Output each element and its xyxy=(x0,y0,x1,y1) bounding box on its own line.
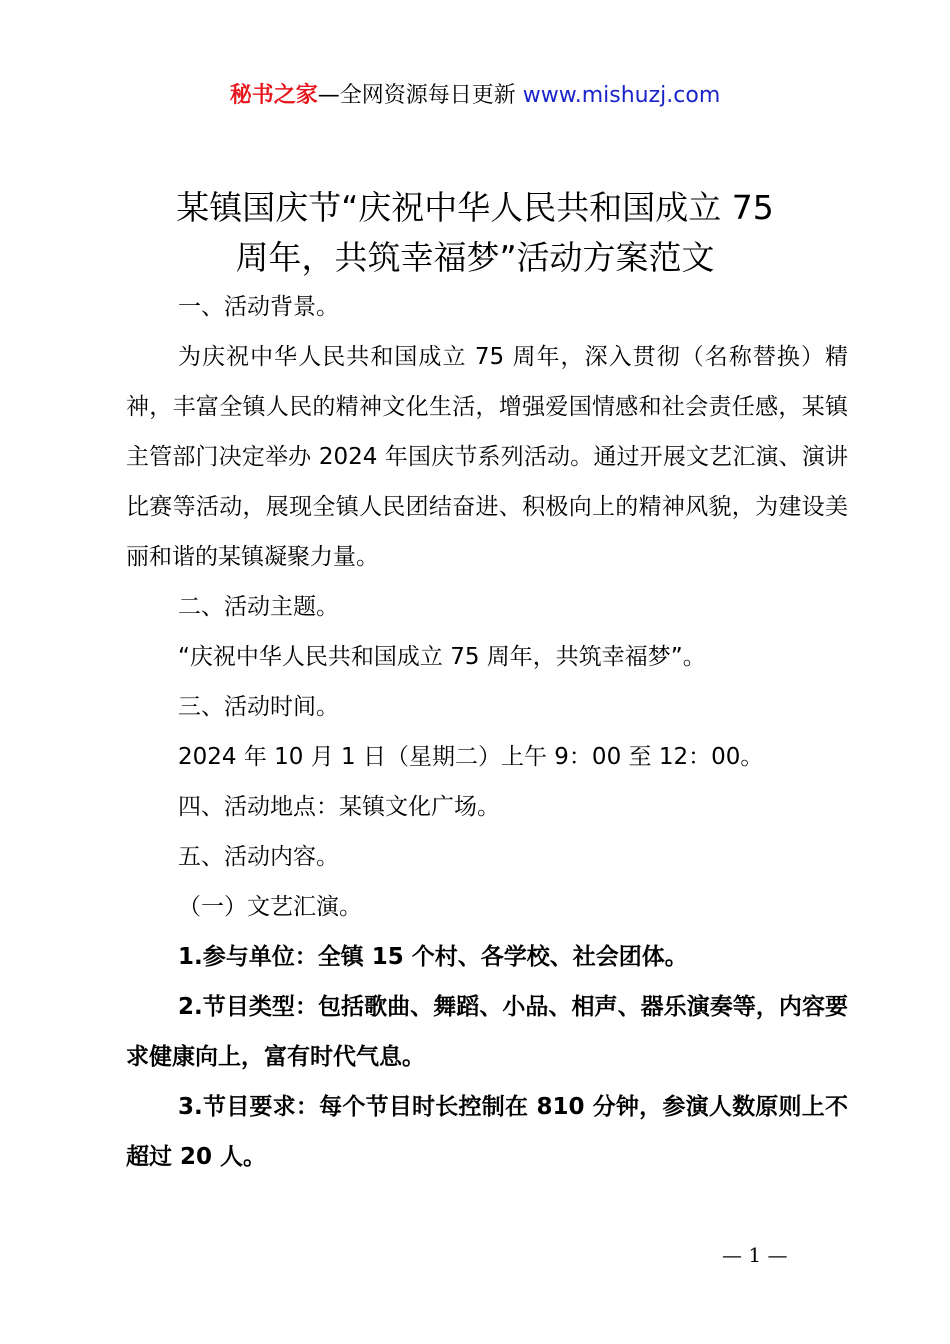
section-5-heading: 五、活动内容。 xyxy=(178,844,339,870)
section-2-text: “庆祝中华人民共和国成立 75 周年，共筑幸福梦”。 xyxy=(178,644,706,670)
site-url[interactable]: www.mishuzj.com xyxy=(522,83,721,108)
title-line-1: 某镇国庆节“庆祝中华人民共和国成立 75 xyxy=(176,188,774,227)
section-4-heading: 四、活动地点：某镇文化广场。 xyxy=(178,794,500,820)
section-5-subheading: （一）文艺汇演。 xyxy=(178,894,362,920)
list-item-1: 1.参与单位：全镇 15 个村、各学校、社会团体。 xyxy=(178,944,688,970)
header-tagline: —全网资源每日更新 xyxy=(317,83,523,108)
site-header xyxy=(0,80,950,112)
section-2-heading: 二、活动主题。 xyxy=(178,594,339,620)
section-3-text: 2024 年 10 月 1 日（星期二）上午 9：00 至 12：00。 xyxy=(178,744,764,770)
section-1-heading: 一、活动背景。 xyxy=(178,294,339,320)
document-title xyxy=(0,183,950,283)
section-1-paragraph: 为庆祝中华人民共和国成立 75 周年，深入贯彻（名称替换）精神，丰富全镇人民的精神文化生活，增强爱国情感和社会责任感，某镇主管部门决定举办 2024 年国庆节系列活动。通过开展文艺汇演、演讲比赛等活动，展现全镇人民团结奋进、积极向上的精神风貌，为建设美丽和谐的某镇凝聚力量。 xyxy=(126,344,848,570)
list-item-3: 3.节目要求：每个节目时长控制在 810 分钟，参演人数原则上不超过 20 人。 xyxy=(126,1094,848,1170)
page-number: — 1 — xyxy=(722,1243,788,1267)
section-3-heading: 三、活动时间。 xyxy=(178,694,339,720)
document-body xyxy=(126,282,848,1182)
brand-name: 秘书之家 xyxy=(229,83,318,108)
list-item-2: 2.节目类型：包括歌曲、舞蹈、小品、相声、器乐演奏等，内容要求健康向上，富有时代气息。 xyxy=(126,994,848,1070)
title-line-2: 周年，共筑幸福梦”活动方案范文 xyxy=(235,238,715,277)
